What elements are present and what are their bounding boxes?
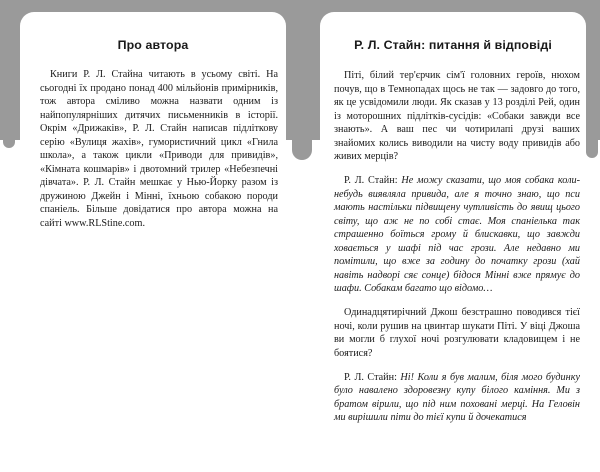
drip-decoration [292, 130, 312, 160]
question-2: Одинадцятирічний Джош безстрашно поводився тієї ночі, коли рушив на цвинтар шукати Піті. У віці Джоша ви могли б глухої ночі розгулювати кладовищем і не боятися? [334, 307, 580, 359]
author-bio-paragraph: Книги Р. Л. Стайна читають в усьому світі. На сьогодні їх продано понад 400 мільйонів примірників, тож автора сміливо можна назвати одним із найпопулярніших дитячих письменників в історії. Окрім «Дрижаків», Р. Л. Стайн написав підліткову серію «Вулиця жахів», гумористичний цикл «Гнила школа», а також цикли «Приводи для привидів», «Кімната кошмарів» і двотомний трилер «Небезпечні дівчата». Р. Л. Стайн мешкає у Нью-Йорку разом із дружиною Джейн і Мінні, їхньою собакою породи спаніель. Більше довідатися про автора можна на сайті www.RLStine.com. [40, 69, 278, 229]
answer-1 [334, 174, 580, 296]
right-page [320, 12, 586, 472]
answer-2-text: Ні! Коли я був малим, біля мого будинку було навалено здоровезну купу білого каміння. Ми з братом вірили, що під ним поховані мерці. На Геловін ми вирішили піти до тієї купи й дочекатися [334, 371, 580, 423]
right-page-title: Р. Л. Стайн: питання й відповіді [354, 38, 552, 52]
qa-section [334, 69, 580, 435]
left-page [20, 12, 286, 472]
left-page-title: Про автора [117, 38, 189, 52]
author-bio [40, 68, 278, 241]
drip-decoration [586, 130, 598, 158]
answer-1-text: Не можу сказати, що моя собака коли-небудь виявляла привида, але я точно знаю, що пси мають настільки підвищену чутливість до явищ цього світу, що аж не по собі стає. Моя спаніелька так страшенно боїться грому й блискавки, що завжди ховається у шафі під час грози. Але недавно ми помітили, що вже за годину до початку грози (хай навіть надворі сяє сонце) бідося Мінні вже прямує до шафи. Собакам багато що відомо… [334, 175, 580, 294]
question-1: Піті, білий тер'єрчик сім'ї головних героїв, нюхом почув, що в Темнопадах щось не так — задовго до того, як це усвідомили люди. Як сказав у 13 розділі Рей, один із моторошних підлітків-сусідів: «Собаки завжди все знають». А ваш пес чи чотирилапі друзі ваших знайомих колись виводили на чисту воду привидів або живих мерців? [334, 70, 580, 162]
answer-2 [334, 371, 580, 425]
answer-2-lead: Р. Л. Стайн: [344, 371, 401, 383]
drip-decoration [3, 130, 15, 148]
answer-1-lead: Р. Л. Стайн: [344, 175, 402, 186]
